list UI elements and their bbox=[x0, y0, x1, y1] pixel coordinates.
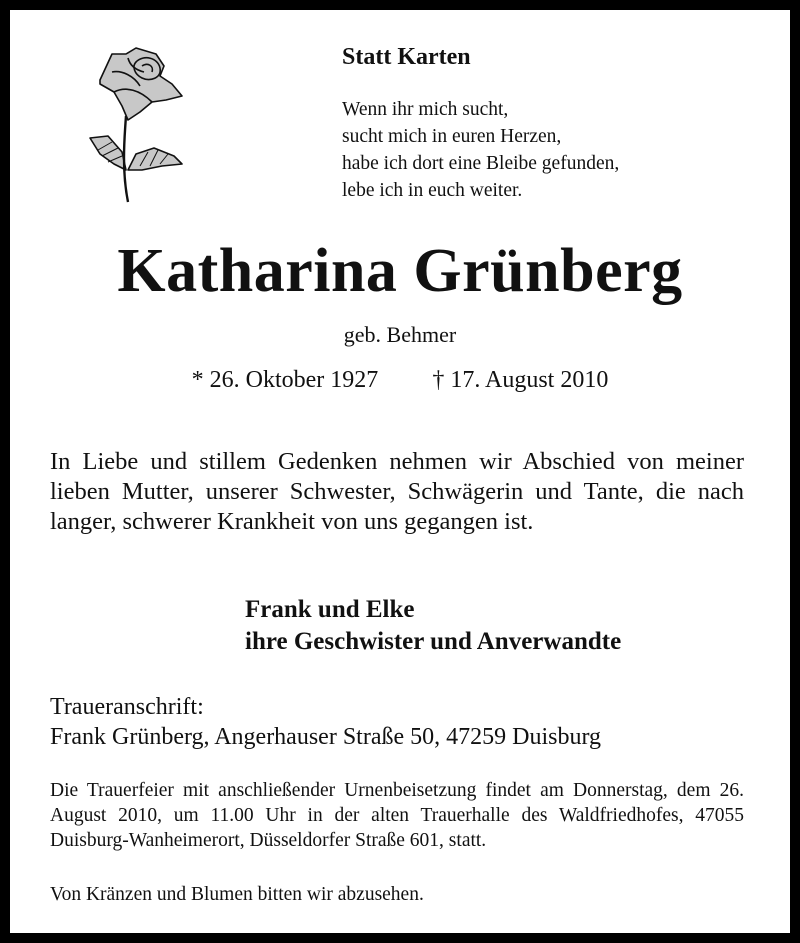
ceremony-info: Die Trauerfeier mit anschließender Urnenbeisetzung findet am Donnerstag, dem 26. August 2010, um 11.00 Uhr in der alten Trauerhalle des Waldfriedhofes, 47055 Duisburg-Wanheimerort, Düsseldorfer Straße 601, statt. bbox=[50, 780, 744, 851]
address-label: Traueranschrift: bbox=[50, 694, 204, 720]
poem-line: Wenn ihr mich sucht, bbox=[342, 99, 509, 120]
poem-line: lebe ich in euch weiter. bbox=[342, 180, 523, 201]
poem bbox=[342, 96, 619, 204]
deceased-name: Katharina Grünberg bbox=[117, 237, 683, 305]
family-line: ihre Geschwister und Anverwandte bbox=[245, 628, 622, 655]
death-date: † 17. August 2010 bbox=[432, 367, 609, 393]
family-line: Frank und Elke bbox=[245, 596, 415, 623]
birth-date: * 26. Oktober 1927 bbox=[191, 367, 379, 393]
address-value: Frank Grünberg, Angerhauser Straße 50, 47259 Duisburg bbox=[50, 724, 602, 750]
header-title: Statt Karten bbox=[342, 44, 471, 70]
poem-line: sucht mich in euren Herzen, bbox=[342, 126, 562, 147]
poem-line: habe ich dort eine Bleibe gefunden, bbox=[342, 153, 620, 174]
life-dates bbox=[10, 367, 790, 394]
birth-name: geb. Behmer bbox=[343, 322, 457, 347]
family-signature bbox=[245, 594, 621, 658]
farewell-message: In Liebe und stillem Gedenken nehmen wir Abschied von meiner lieben Mutter, unserer Schwester, Schwägerin und Tante, die nach langer, schwerer Krankheit von uns gegangen ist. bbox=[50, 448, 744, 535]
obituary-notice bbox=[10, 10, 790, 933]
rose-icon bbox=[78, 42, 188, 204]
closing-note: Von Kränzen und Blumen bitten wir abzusehen. bbox=[50, 884, 424, 905]
